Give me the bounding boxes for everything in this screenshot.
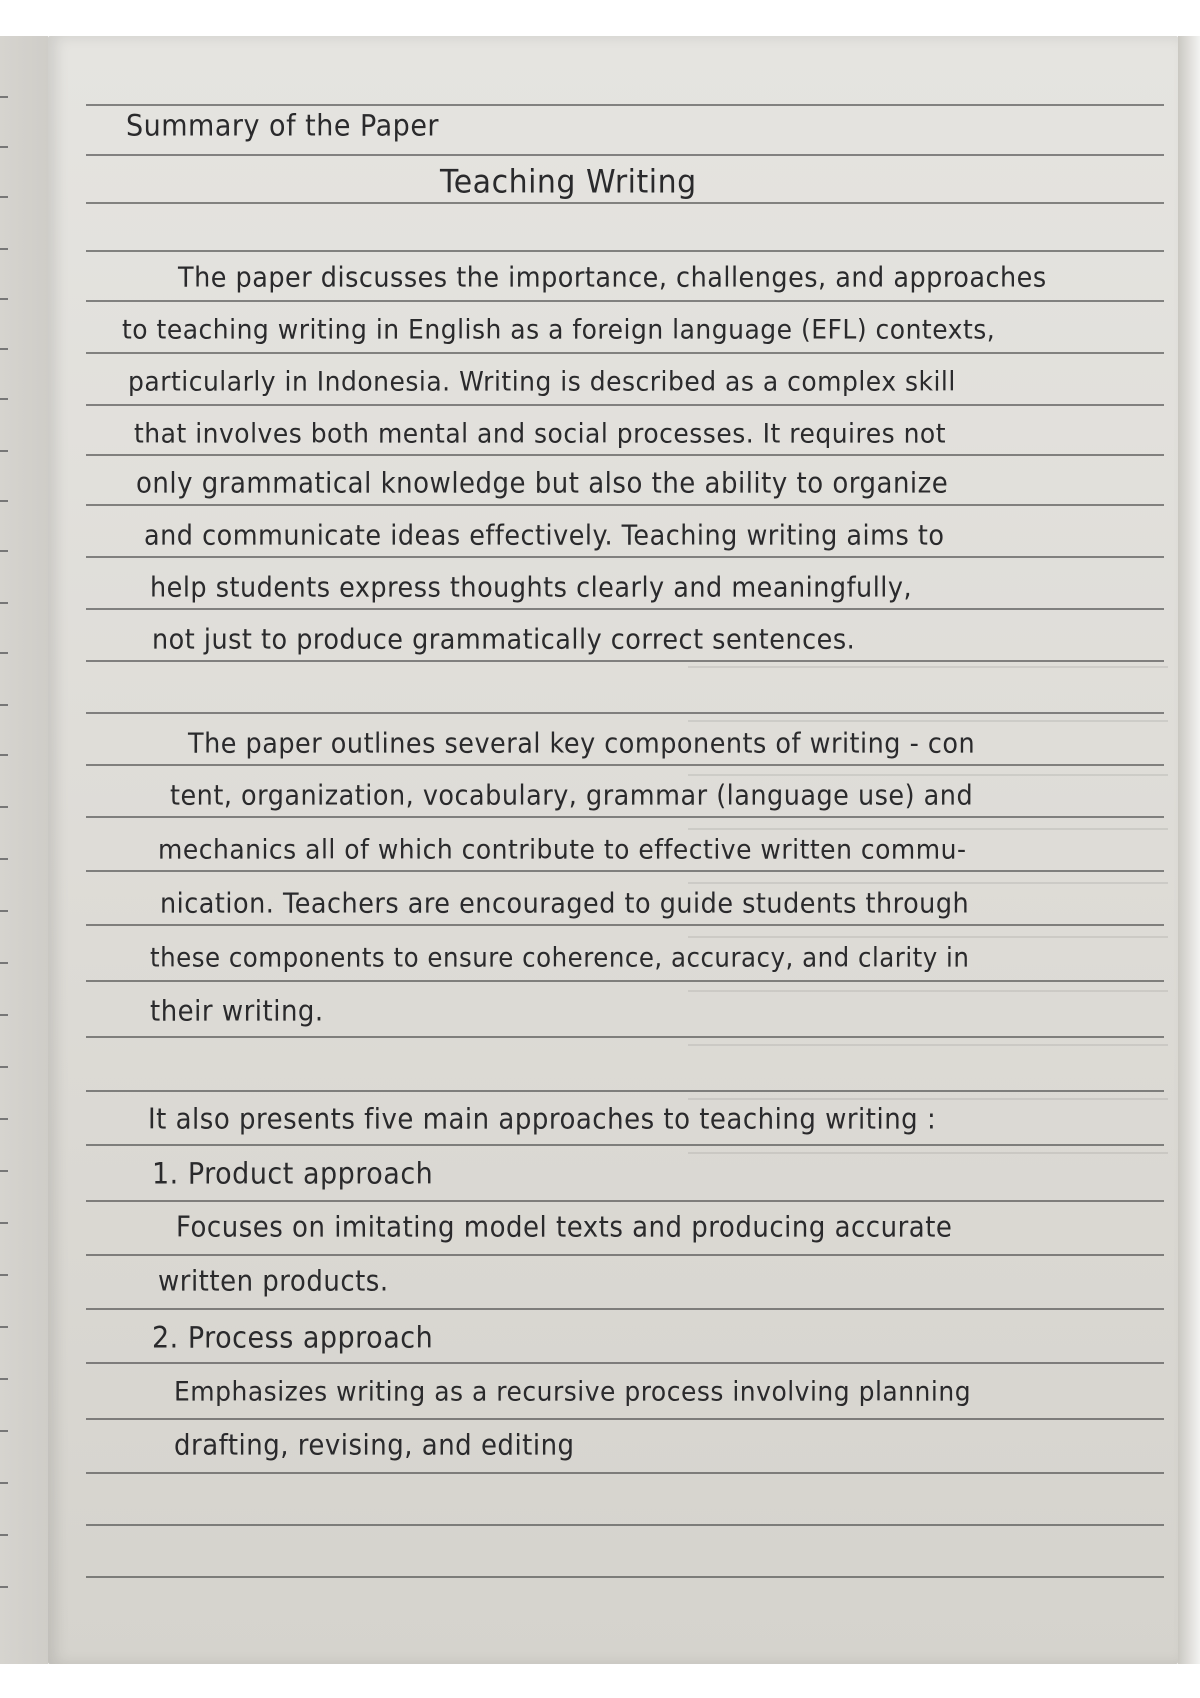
paragraph1-line: not just to produce grammatically correct sentences. (152, 623, 856, 656)
paragraph1-line: particularly in Indonesia. Writing is described as a complex skill (128, 365, 956, 397)
paragraph1-line: and communicate ideas effectively. Teaching writing aims to (144, 519, 945, 552)
paragraph1-line: to teaching writing in English as a foreign language (EFL) contexts, (122, 313, 996, 345)
paragraph2-line: tent, organization, vocabulary, grammar (language use) and (170, 779, 974, 812)
approach-description-line: drafting, revising, and editing (174, 1429, 575, 1462)
approach-description-line: Focuses on imitating model texts and producing accurate (176, 1211, 953, 1244)
notebook-page (48, 36, 1178, 1664)
page-title: Teaching Writing (440, 163, 697, 201)
approach-description-line: Emphasizes writing as a recursive process involving planning (174, 1375, 972, 1407)
page-right-edge (1178, 36, 1200, 1664)
paragraph2-line: nication. Teachers are encouraged to guide students through (160, 887, 970, 920)
paragraph1-line: only grammatical knowledge but also the ability to organize (136, 467, 949, 500)
paragraph1-line: The paper discusses the importance, challenges, and approaches (178, 261, 1047, 294)
approaches-intro: It also presents five main approaches to teaching writing : (148, 1103, 937, 1136)
adjacent-page-edge (0, 36, 48, 1664)
approach-heading: 2. Process approach (152, 1321, 434, 1355)
paragraph2-line: mechanics all of which contribute to effective written commu- (158, 833, 967, 865)
page-header: Summary of the Paper (126, 109, 440, 143)
approach-heading: 1. Product approach (152, 1157, 434, 1191)
paragraph1-line: help students express thoughts clearly and meaningfully, (150, 571, 913, 604)
paragraph2-line: these components to ensure coherence, accuracy, and clarity in (150, 941, 970, 973)
paragraph1-line: that involves both mental and social processes. It requires not (134, 417, 947, 449)
paragraph2-line: The paper outlines several key components of writing - con (188, 727, 976, 760)
approach-description-line: written products. (158, 1265, 389, 1298)
paragraph2-line: their writing. (150, 995, 324, 1028)
